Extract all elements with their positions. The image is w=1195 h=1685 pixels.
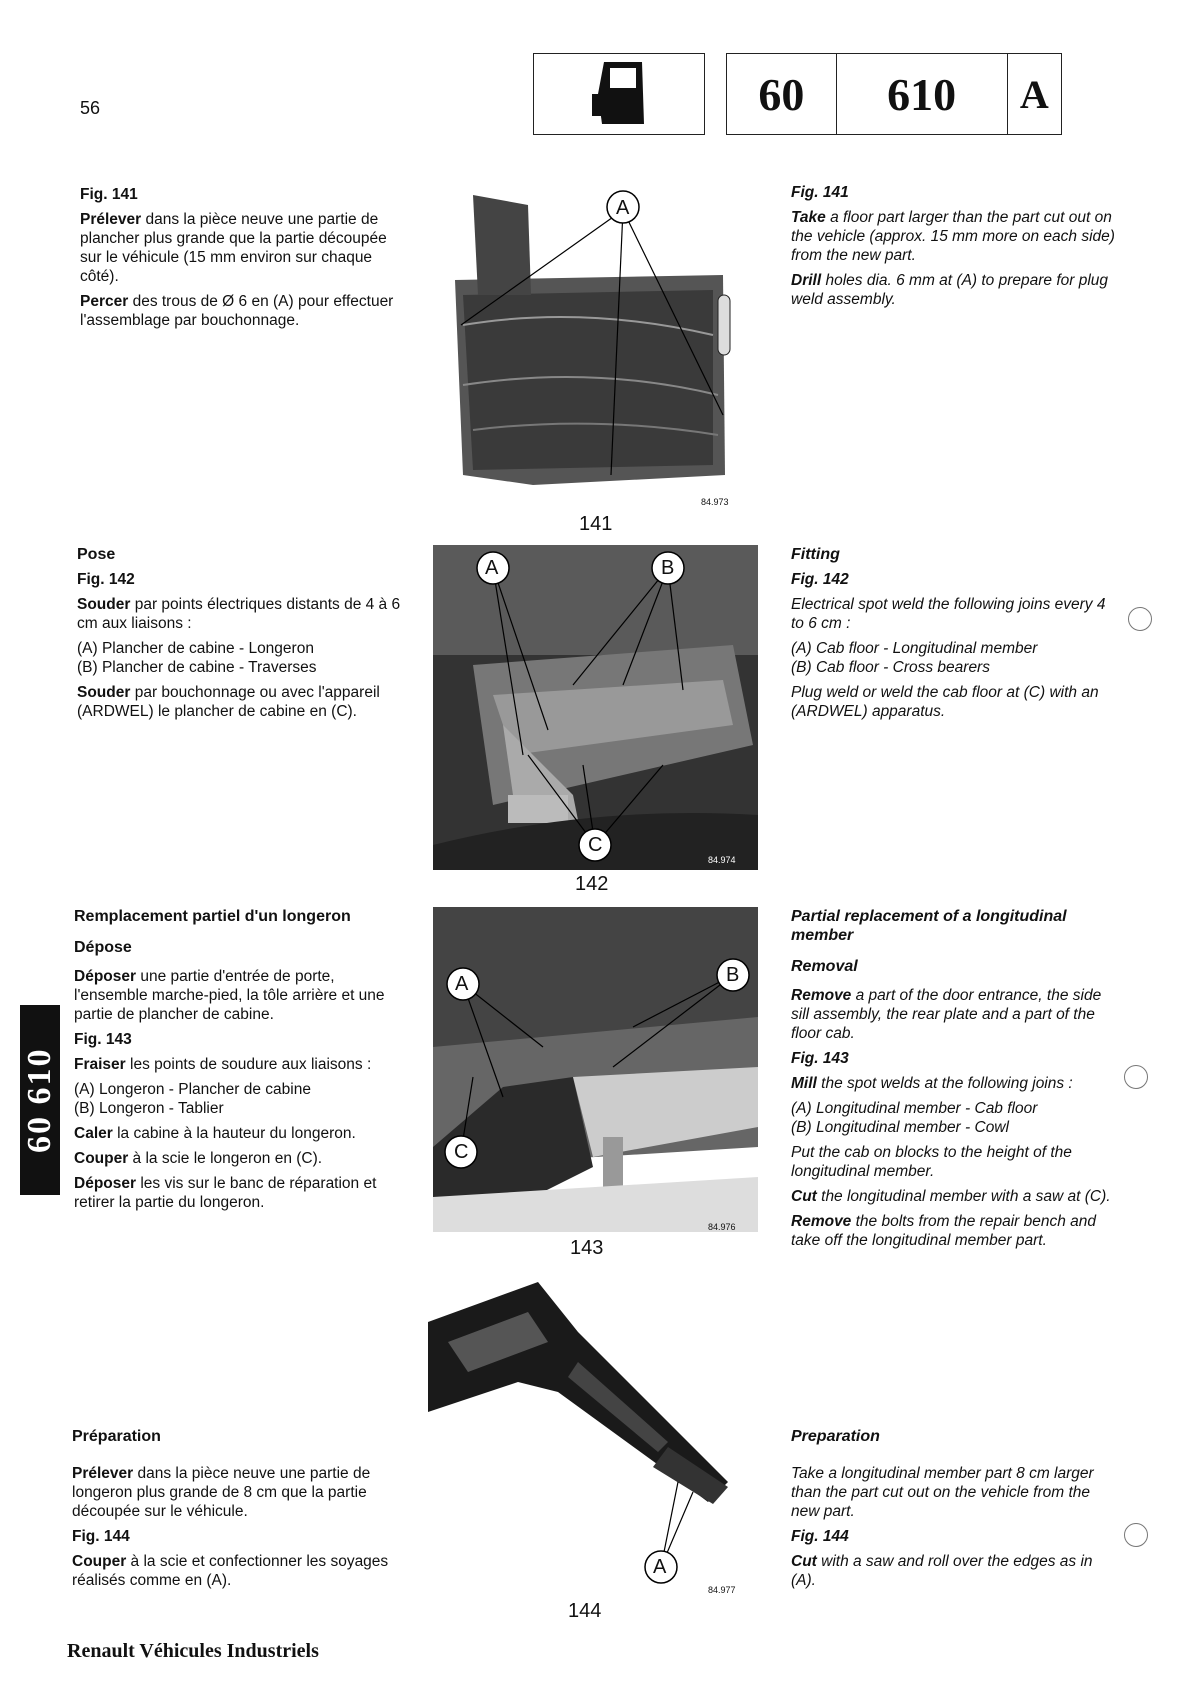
figure-142-number: 142	[575, 873, 609, 895]
fr-section-pose: Pose Fig. 142 Souder par points électriques distants de 4 à 6 cm aux liaisons : (A) Plancher de cabine - Longeron (B) Plancher de cabine - Traverses Souder par bouchonnage ou avec l'appareil (ARDWEL) le plancher de cabine en (C).	[77, 546, 401, 720]
margin-mark	[1128, 607, 1152, 631]
fr-section-preparation: Préparation Prélever dans la pièce neuve une partie de longeron plus grande de 8 cm que la partie découpée sur le véhicule. Fig. 144 Couper à la scie et confectionner les soyages réalisés comme en (A).	[72, 1427, 397, 1596]
callout-a: A	[455, 973, 469, 995]
page-number: 56	[80, 98, 101, 118]
callout-b: B	[661, 557, 675, 579]
fr-section-remplacement: Remplacement partiel d'un longeron Dépose Déposer une partie d'entrée de porte, l'ensemble marche-pied, la tôle arrière et une partie de plancher de cabine. Fig. 143 Fraiser les points de soudure aux liaisons : (A) Longeron - Plancher de cabine (B) Longeron - Tablier Caler la cabine à la hauteur du longeron. Couper à la scie le longeron en (C). Déposer les vis sur le banc de réparation et retirer la partie du longeron.	[74, 907, 399, 1218]
callout-a: A	[485, 557, 499, 579]
side-tab: 60 610	[20, 1005, 60, 1195]
en-title-partial: Partial replacement of a longitudinal member	[791, 908, 1067, 944]
figure-141-photo	[433, 185, 745, 507]
en-title-preparation: Preparation	[791, 1428, 880, 1445]
figure-143-ref: 84.976	[708, 1222, 736, 1232]
en-section-preparation: Preparation Take a longitudinal member part 8 cm larger than the part cut out on the vehicle from the new part. Fig. 144 Cut with a saw and roll over the edges as in (A).	[791, 1427, 1116, 1596]
figure-144-ref: 84.977	[708, 1585, 736, 1595]
callout-a: A	[616, 197, 630, 219]
en-section-fitting: Fitting Fig. 142 Electrical spot weld the following joins every 4 to 6 cm : (A) Cab floor - Longitudinal member (B) Cab floor - Cross bearers Plug weld or weld the cab floor at (C) with an (ARDWEL) apparatus.	[791, 545, 1116, 727]
code-a: A	[1019, 71, 1049, 117]
code-610: 610	[837, 54, 1008, 134]
callout-c: C	[588, 834, 603, 856]
figure-141-number: 141	[579, 513, 613, 535]
en-title-fitting: Fitting	[791, 546, 840, 563]
figure-143-photo	[433, 907, 758, 1232]
fr-title-remplacement: Remplacement partiel d'un longeron	[74, 908, 351, 925]
margin-mark	[1124, 1523, 1148, 1547]
fr-section-141: Fig. 141 Prélever dans la pièce neuve une partie de plancher plus grande que la partie découpée sur le véhicule (15 mm environ sur chaque côté). Percer des trous de Ø 6 en (A) pour effectuer l'assemblage par bouchonnage.	[80, 185, 405, 336]
figure-142-photo	[433, 545, 758, 870]
section-code-box	[726, 53, 1062, 135]
cab-icon-box	[533, 53, 705, 135]
margin-mark	[1124, 1065, 1148, 1089]
fr-title-preparation: Préparation	[72, 1428, 161, 1445]
figure-144-number: 144	[568, 1600, 602, 1622]
code-60: 60	[727, 54, 837, 134]
en-section-partial-replacement: Partial replacement of a longitudinal member Removal Remove a part of the door entrance, the side sill assembly, the rear plate and a part of the floor cab. Fig. 143 Mill the spot welds at the following joins : (A) Longitudinal member - Cab floor (B) Longitudinal member - Cowl Put the cab on blocks to the height of the longitudinal member. Cut the longitudinal member with a saw at (C). Remove the bolts from the repair bench and take off the longitudinal member part.	[791, 907, 1116, 1256]
figure-142-ref: 84.974	[708, 855, 736, 865]
figure-144-photo	[428, 1272, 753, 1597]
footer-publisher: Renault Véhicules Industriels	[67, 1640, 319, 1662]
figure-141-ref: 84.973	[701, 497, 729, 507]
fr-title-pose: Pose	[77, 546, 116, 563]
en-section-141: Fig. 141 Take a floor part larger than the part cut out on the vehicle (approx. 15 mm more on each side) from the new part. Drill holes dia. 6 mm at (A) to prepare for plug weld assembly.	[791, 184, 1115, 308]
fr-fig-141-label: Fig. 141	[80, 186, 138, 203]
callout-c: C	[454, 1141, 469, 1163]
callout-b: B	[726, 964, 740, 986]
figure-143-number: 143	[570, 1237, 604, 1259]
truck-cab-icon	[534, 54, 704, 134]
callout-a: A	[653, 1556, 667, 1578]
